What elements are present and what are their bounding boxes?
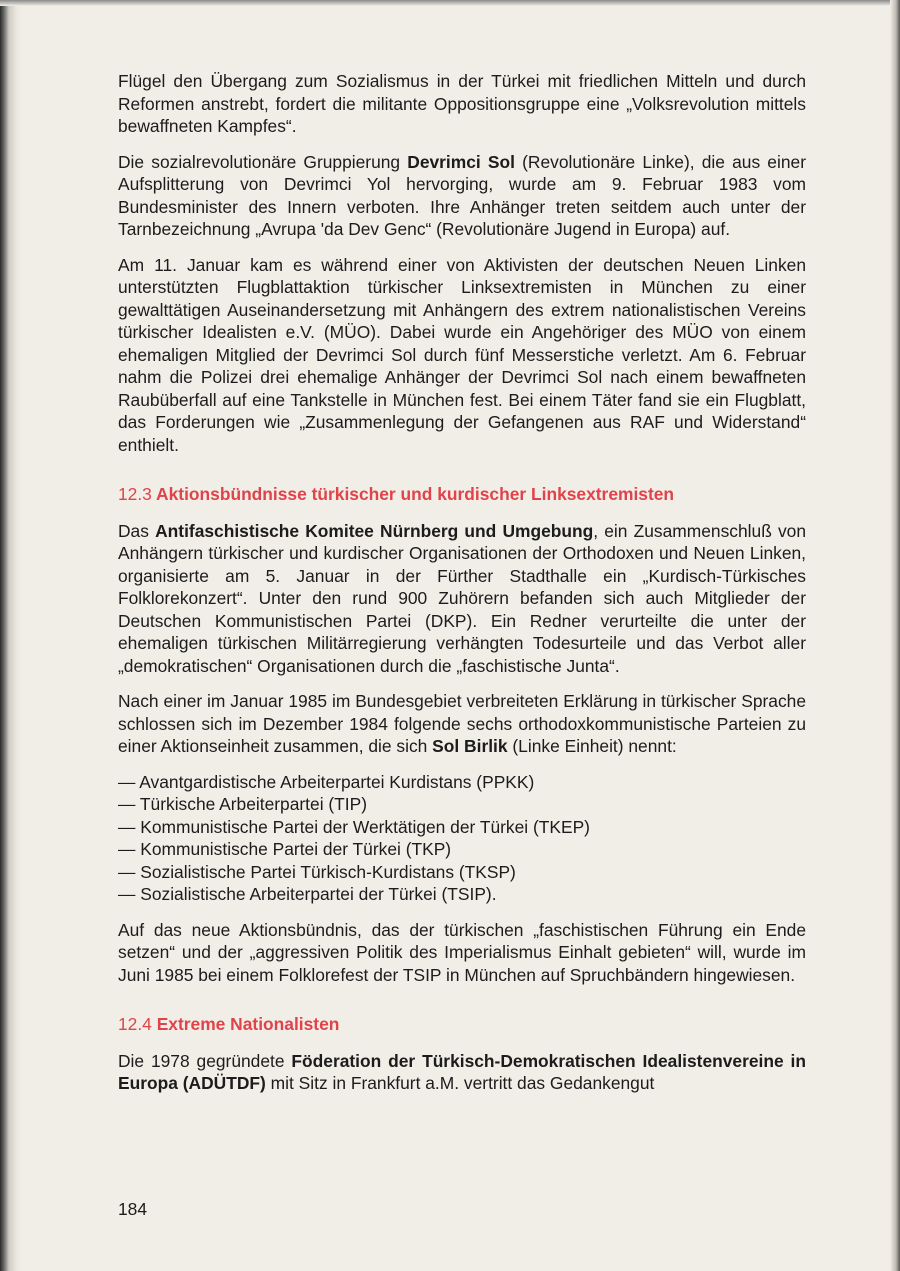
list-item: — Kommunistische Partei der Türkei (TKP) bbox=[118, 839, 452, 859]
paragraph-6: Auf das neue Aktionsbündnis, das der türkischen „faschistischen Führung ein Ende setzen“ und der „aggressiven Politik des Imperialismus Einhalt gebieten“ will, wurde im Juni 1985 bei einem Folklorefest der TSIP in München auf Spruchbändern hingewiesen. bbox=[118, 919, 806, 985]
list-item: — Türkische Arbeiterpartei (TIP) bbox=[118, 794, 368, 814]
page-top-edge bbox=[0, 0, 900, 6]
term-antifaschistisches-komitee: Antifaschistische Komitee Nürnberg und Umgebung bbox=[155, 520, 594, 541]
term-devrimci-sol: Devrimci Sol bbox=[407, 151, 515, 172]
paragraph-2: Die sozialrevolutionäre Gruppierung Devrimci Sol (Revolutionäre Linke), die aus einer Aufsplitterung von Devrimci Yol hervorging, wurde am 9. Februar 1983 vom Bundesminister des Innern verboten. Ihre Anhänger treten seitdem auch unter der Tarnbezeichnung „Avrupa 'da Dev Genc“ (Revolutionäre Jugend in Europa) auf. bbox=[118, 151, 806, 239]
section-title: Aktionsbündnisse türkischer und kurdischer Linksextremisten bbox=[156, 484, 675, 504]
party-list bbox=[118, 771, 806, 906]
term-sol-birlik: Sol Birlik bbox=[432, 736, 508, 756]
paragraph-7: Die 1978 gegründete Föderation der Türkisch-Demokratischen Idealistenvereine in Europa (ADÜTDF) mit Sitz in Frankfurt a.M. vertritt das Gedankengut bbox=[118, 1050, 806, 1093]
term-aduetdf: Föderation der Türkisch-Demokratischen Idealistenvereine in Europa (ADÜTDF) bbox=[118, 1050, 806, 1093]
page-number: 184 bbox=[118, 1199, 148, 1219]
section-heading-12-4 bbox=[118, 1013, 806, 1036]
paragraph-4: Das Antifaschistische Komitee Nürnberg und Umgebung, ein Zusammenschluß von Anhängern türkischer und kurdischer Organisationen der Orthodoxen und Neuen Linken, organisierte am 5. Januar in der Fürther Stadthalle ein „Kurdisch-Türkisches Folklorekonzert“. Unter den rund 900 Zuhörern befanden sich auch Mitglieder der Deutschen Kommunistischen Partei (DKP). Ein Redner verurteilte die unter der ehemaligen türkischen Militärregierung verhängten Todesurteile und das Verbot aller „demokratischen“ Organisationen durch die „faschistische Junta“. bbox=[118, 520, 807, 676]
list-item: — Sozialistische Partei Türkisch-Kurdistans (TKSP) bbox=[118, 861, 516, 882]
book-spine-shadow bbox=[0, 0, 22, 1271]
list-item: — Avantgardistische Arbeiterpartei Kurdistans (PPKK) bbox=[118, 771, 535, 792]
page-body bbox=[118, 70, 806, 1108]
paragraph-1: Flügel den Übergang zum Sozialismus in der Türkei mit friedlichen Mitteln und durch Reformen anstrebt, fordert die militante Oppositionsgruppe eine „Volksrevolution mittels bewaffneten Kampfes“. bbox=[118, 71, 806, 136]
section-title: Extreme Nationalisten bbox=[156, 1014, 340, 1034]
section-number: 12.4 bbox=[118, 1014, 152, 1034]
paragraph-3: Am 11. Januar kam es während einer von Aktivisten der deutschen Neuen Linken unterstützten Flugblattaktion türkischer Linksextremisten in München zu einer gewalttätigen Auseinandersetzung mit Anhängern des extrem nationalistischen Vereins türkischer Idealisten e.V. (MÜO). Dabei wurde ein Angehöriger des MÜO von einem ehemaligen Mitglied der Devrimci Sol durch fünf Messerstiche verletzt. Am 6. Februar nahm die Polizei drei ehemalige Anhänger der Devrimci Sol nach einem bewaffneten Raubüberfall auf eine Tankstelle in München fest. Bei einem Täter fand sie ein Flugblatt, das Forderungen wie „Zusammenlegung der Gefangenen aus RAF und Widerstand“ enthielt. bbox=[118, 254, 806, 455]
list-item: — Sozialistische Arbeiterpartei der Türkei (TSIP). bbox=[118, 884, 497, 904]
section-heading-12-3 bbox=[118, 483, 806, 506]
list-item: — Kommunistische Partei der Werktätigen der Türkei (TKEP) bbox=[118, 816, 590, 837]
paragraph-5: Nach einer im Januar 1985 im Bundesgebiet verbreiteten Erklärung in türkischer Sprache schlossen sich im Dezember 1984 folgende sechs orthodoxkommunistische Parteien zu einer Aktionseinheit zusammen, die sich Sol Birlik (Linke Einheit) nennt: bbox=[118, 691, 806, 756]
page-right-edge bbox=[890, 0, 900, 1271]
section-number: 12.3 bbox=[118, 484, 152, 504]
